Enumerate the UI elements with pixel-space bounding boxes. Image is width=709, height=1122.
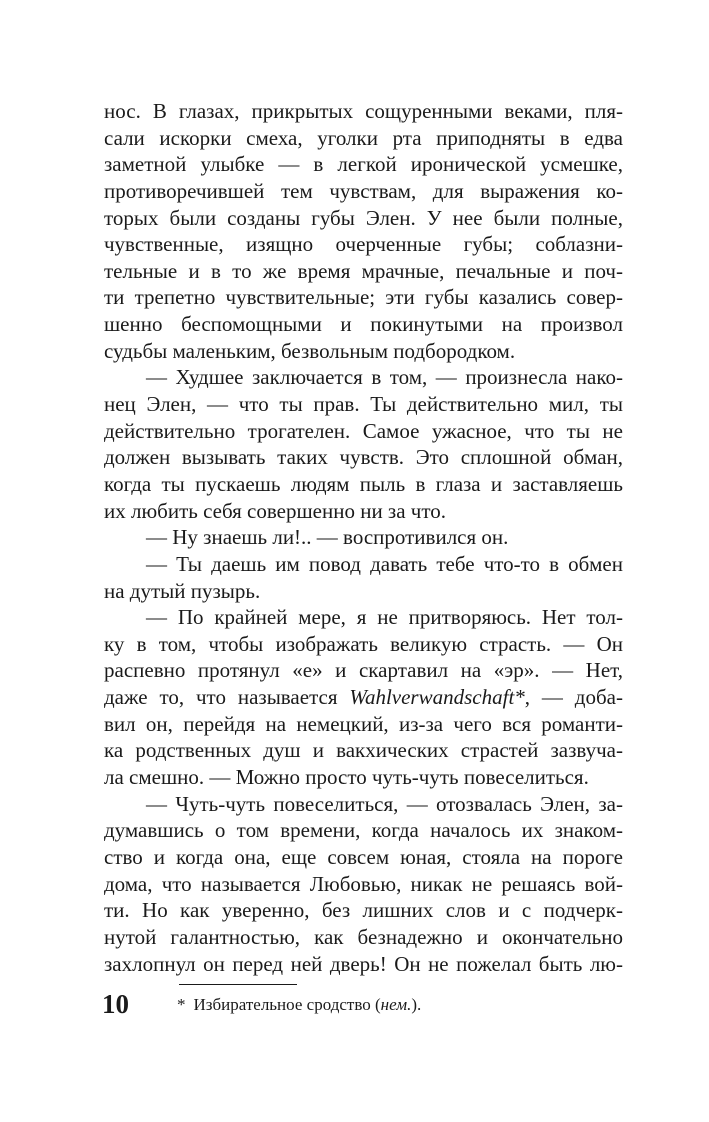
text-line: чувственные, изящно очерченные губы; соблазни- [104,232,623,257]
text-line: судьбы маленьким, безвольным подбородком. [104,338,516,363]
text-line: нутой галантностью, как безнадежно и окончательно [104,924,623,949]
text-line: должен вызывать таких чувств. Это сплошной обман, [104,445,623,470]
footnote-close: ). [411,995,422,1014]
text-line: ка родственных душ и вакхических страстей зазвуча- [104,738,623,763]
footnote-text: Избирательное сродство ( [193,995,381,1014]
text-line: — Чуть-чуть повеселиться, — отозвалась Элен, за- [146,791,623,816]
text-line: когда ты пускаешь людям пыль в глаза и заставляешь [104,471,623,496]
text-line: — По крайней мере, я не притворяюсь. Нет тол- [146,605,623,630]
text-line: торых были созданы губы Элен. У нее были полные, [104,205,623,230]
text-line: ство и когда она, еще совсем юная, стояла на пороге [104,844,623,869]
italic-term: Wahlverwandschaft* [349,685,525,710]
text-line: их любить себя совершенно ни за что. [104,498,447,523]
text-line: дома, что называется Любовью, никак не решаясь вой- [104,871,623,896]
text-line: — Худшее заключается в том, — произнесла нако- [146,365,623,390]
footnote [177,994,421,1016]
text-line: ла смешно. — Можно просто чуть-чуть повеселиться. [104,765,589,790]
text-line [104,684,623,711]
footnote-mark: * [177,995,186,1014]
footnote-lang: нем. [380,995,412,1014]
footnote-divider [179,984,297,985]
text-line: противоречившей тем чувствам, для выражения ко- [104,178,623,203]
text-line: ти трепетно чувствительные; эти губы казались совер- [104,285,623,310]
text-line: заметной улыбке — в легкой иронической усмешке, [104,152,623,177]
body-text [104,98,623,977]
text-line: нец Элен, — что ты прав. Ты действительно мил, ты [104,392,623,417]
text-line: захлопнул он перед ней дверь! Он не пожелал быть лю- [104,951,623,976]
text-line: думавшись о том времени, когда началось их знаком- [104,818,623,843]
text-line: действительно трогателен. Самое ужасное, что ты не [104,418,623,443]
text-line-segment: , — доба- [524,685,623,710]
text-line: сали искорки смеха, уголки рта приподняты в едва [104,125,623,150]
text-line: ти. Но как уверенно, без лишних слов и с подчерк- [104,898,623,923]
text-line-segment: даже то, что называется [104,685,350,710]
text-line: распевно протянул «е» и скартавил на «эр». — Нет, [104,658,623,683]
text-line: — Ну знаешь ли!.. — воспротивился он. [146,525,509,550]
text-line: — Ты даешь им повод давать тебе что-то в обмен [146,551,623,576]
text-line: на дутый пузырь. [104,578,261,603]
text-line: шенно беспомощными и покинутыми на произвол [104,312,623,337]
page-number: 10 [102,989,129,1019]
text-line: нос. В глазах, прикрытых сощуренными веками, пля- [104,99,623,123]
text-line: вил он, перейдя на немецкий, из-за чего вся романти- [104,711,623,736]
text-line: тельные и в то же время мрачные, печальные и поч- [104,258,623,283]
text-line: ку в том, чтобы изображать великую страсть. — Он [104,631,623,656]
